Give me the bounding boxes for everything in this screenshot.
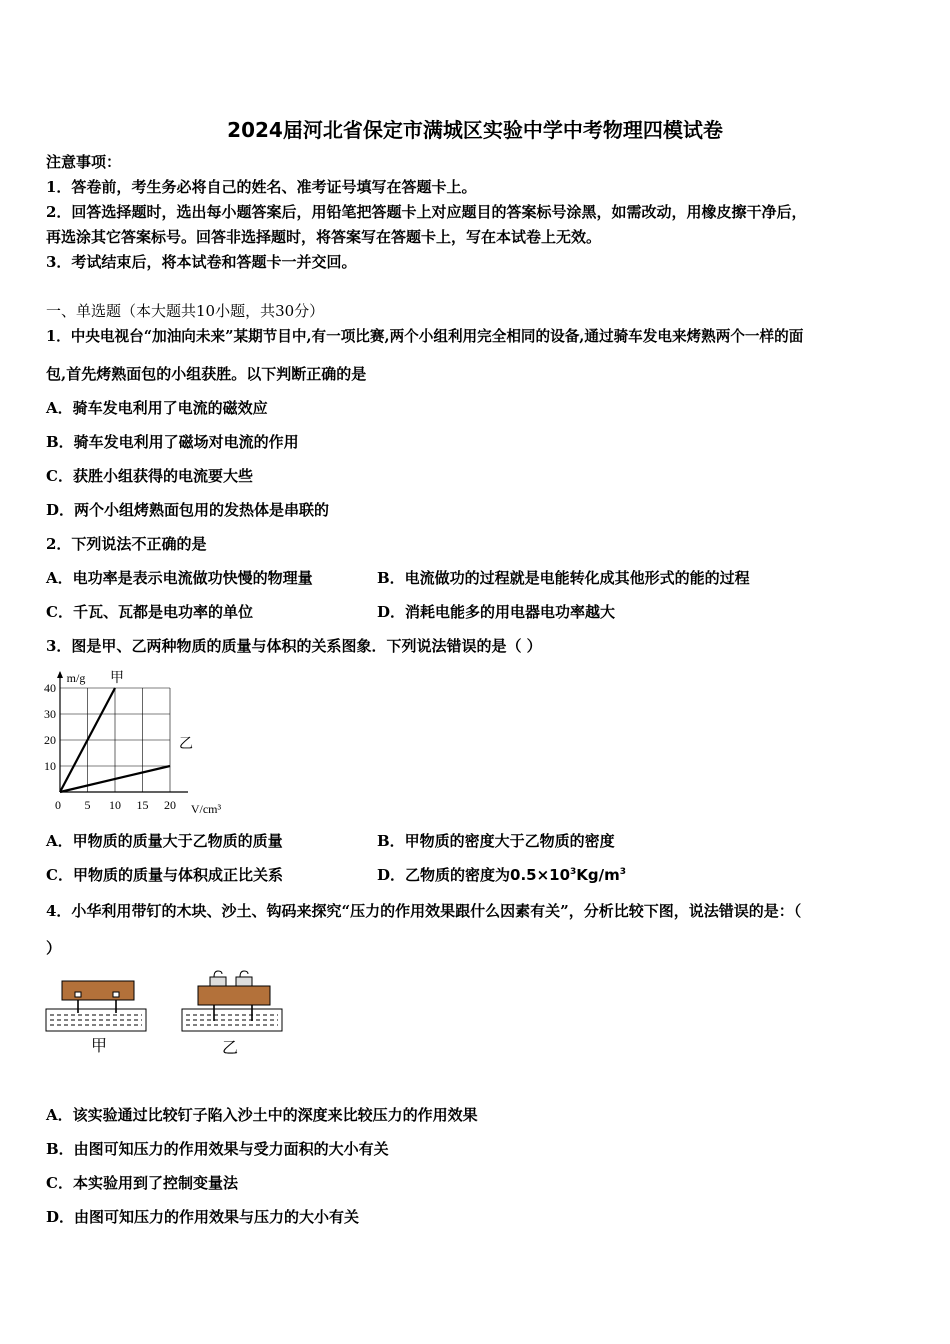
q2-option-c: C．千瓦、瓦都是电功率的单位	[46, 603, 253, 621]
q3-option-b: B．甲物质的密度大于乙物质的密度	[377, 832, 615, 850]
q2-option-d: D．消耗电能多的用电器电功率越大	[377, 603, 616, 621]
x-tick-label: 20	[164, 798, 176, 812]
figure-label-left: 甲	[91, 1036, 108, 1055]
q4-option-b: B．由图可知压力的作用效果与受力面积的大小有关	[46, 1140, 389, 1158]
q4-stem-line-1: 4．小华利用带钉的木块、沙土、钩码来探究“压力的作用效果跟什么因素有关”，分析比较下图，说法错误的是：（	[46, 902, 802, 920]
q3-option-a: A．甲物质的质量大于乙物质的质量	[46, 832, 283, 850]
q4-option-c: C．本实验用到了控制变量法	[46, 1174, 238, 1192]
q4-stem-line-2: ）	[46, 939, 62, 957]
q2-stem: 2．下列说法不正确的是	[46, 535, 207, 553]
x-tick-label: 15	[136, 798, 149, 812]
q3-option-d-unit-exponent: 3	[619, 867, 627, 877]
x-axis-label: V/cm³	[190, 802, 222, 816]
q3-option-d-value: 0.5×10	[510, 866, 571, 884]
series-label-2: 乙	[179, 737, 193, 752]
page-title: 2024届河北省保定市满城区实验中学中考物理四模试卷	[227, 118, 723, 142]
hook-weights	[210, 971, 252, 986]
notice-heading: 注意事项：	[46, 153, 122, 171]
q1-option-a: A．骑车发电利用了电流的磁效应	[46, 399, 268, 417]
y-tick-label: 40	[44, 681, 56, 695]
wood-block-left	[62, 981, 134, 1000]
notice-item-1: 1．答卷前，考生务必将自己的姓名、准考证号填写在答题卡上。	[46, 178, 477, 196]
mass-volume-chart	[40, 668, 240, 824]
q3-option-d-exponent: 3	[570, 867, 577, 877]
section-heading: 一、单选题（本大题共10小题，共30分）	[46, 302, 325, 320]
chart-axes	[57, 671, 188, 792]
q4-option-a: A．该实验通过比较钉子陷入沙土中的深度来比较压力的作用效果	[46, 1106, 478, 1124]
y-tick-label: 10	[44, 759, 56, 773]
q1-option-c: C．获胜小组获得的电流要大些	[46, 467, 253, 485]
chart-grid	[60, 688, 170, 792]
y-axis-arrow	[57, 671, 63, 678]
notice-item-3: 3．考试结束后，将本试卷和答题卡一并交回。	[46, 253, 357, 271]
y-tick-label: 30	[44, 707, 56, 721]
q2-option-a: A．电功率是表示电流做功快慢的物理量	[46, 569, 313, 587]
chart-labels	[44, 670, 222, 816]
q3-stem: 3．图是甲、乙两种物质的质量与体积的关系图象．下列说法错误的是（ ）	[46, 637, 542, 655]
q1-option-d: D．两个小组烤熟面包用的发热体是串联的	[46, 501, 330, 519]
y-tick-label: 20	[44, 733, 56, 747]
figure-right-setup	[182, 971, 282, 1031]
x-tick-label: 5	[84, 798, 91, 812]
figure-left-setup	[46, 981, 146, 1031]
wood-block-right	[198, 986, 270, 1005]
q3-option-d-unit: Kg/m	[576, 866, 620, 884]
q3-option-c: C．甲物质的质量与体积成正比关系	[46, 866, 283, 884]
y-axis-label: m/g	[66, 671, 86, 685]
x-tick-label: 0	[55, 798, 61, 812]
series-label-1: 甲	[110, 671, 124, 686]
figure-label-right: 乙	[222, 1038, 239, 1057]
q2-option-b: B．电流做功的过程就是电能转化成其他形式的能的过程	[377, 569, 750, 587]
q4-option-d: D．由图可知压力的作用效果与压力的大小有关	[46, 1208, 360, 1226]
q3-option-d-prefix: D．乙物质的密度为	[377, 866, 511, 884]
q3-option-d	[377, 866, 626, 884]
notice-item-2-line-1: 2．回答选择题时，选出每小题答案后，用铅笔把答题卡上对应题目的答案标号涂黑，如需改动，用橡皮擦干净后，	[46, 203, 807, 221]
x-tick-label: 10	[109, 798, 121, 812]
nail-block-figure	[40, 965, 290, 1060]
q1-stem-line-1: 1．中央电视台“加油向未来”某期节目中,有一项比赛,两个小组利用完全相同的设备,通过骑车发电来烤熟两个一样的面	[46, 328, 804, 345]
q1-option-b: B．骑车发电利用了磁场对电流的作用	[46, 433, 299, 451]
q1-stem-line-2: 包,首先烤熟面包的小组获胜。以下判断正确的是	[46, 365, 367, 383]
notice-item-2-line-2: 再选涂其它答案标号。回答非选择题时，将答案写在答题卡上，写在本试卷上无效。	[46, 228, 602, 246]
